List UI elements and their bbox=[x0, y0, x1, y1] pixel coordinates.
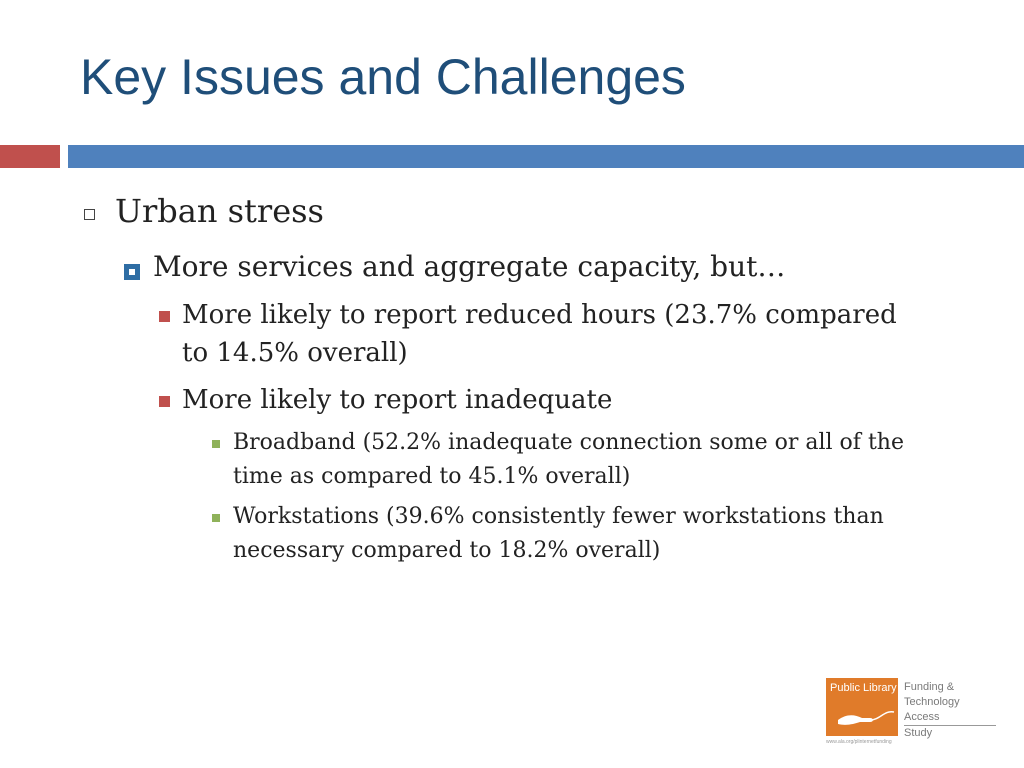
bullet-text-line: to 14.5% overall) bbox=[182, 338, 408, 368]
red-square-bullet-icon bbox=[159, 396, 170, 407]
bullet-level2: More services and aggregate capacity, but… bbox=[153, 250, 786, 283]
logo-line1: Funding & bbox=[904, 681, 955, 693]
bullet-level3-inadequate: More likely to report inadequate bbox=[182, 385, 613, 415]
title-rule-blue bbox=[68, 145, 1024, 168]
bullet-level3-reduced-hours bbox=[182, 296, 952, 372]
red-square-bullet-icon bbox=[159, 311, 170, 322]
bullet-level1: Urban stress bbox=[115, 192, 324, 230]
logo-box-text: Public Library bbox=[830, 682, 897, 694]
title-rule-red bbox=[0, 145, 60, 168]
logo-url: www.ala.org/plinternetfunding bbox=[826, 739, 892, 745]
bullet-text-line: Workstations (39.6% consistently fewer workstations than bbox=[233, 504, 884, 529]
square-bullet-icon bbox=[124, 264, 140, 280]
slide-title: Key Issues and Challenges bbox=[80, 49, 686, 105]
logo-line3: Study bbox=[904, 727, 933, 739]
hand-plug-icon bbox=[836, 700, 896, 730]
green-square-bullet-icon bbox=[212, 440, 220, 448]
logo-text bbox=[904, 680, 996, 741]
hollow-square-bullet-icon bbox=[84, 209, 95, 220]
bullet-text-line: necessary compared to 18.2% overall) bbox=[233, 538, 661, 563]
bullet-level4-broadband bbox=[233, 426, 973, 494]
study-logo bbox=[826, 678, 996, 750]
logo-orange-box bbox=[826, 678, 898, 736]
bullet-text-line: Broadband (52.2% inadequate connection some or all of the bbox=[233, 430, 904, 455]
green-square-bullet-icon bbox=[212, 514, 220, 522]
bullet-text-line: time as compared to 45.1% overall) bbox=[233, 464, 631, 489]
bullet-text-line: More likely to report reduced hours (23.7% compared bbox=[182, 300, 897, 330]
logo-line2: Technology Access bbox=[904, 695, 996, 726]
bullet-level4-workstations bbox=[233, 500, 973, 568]
